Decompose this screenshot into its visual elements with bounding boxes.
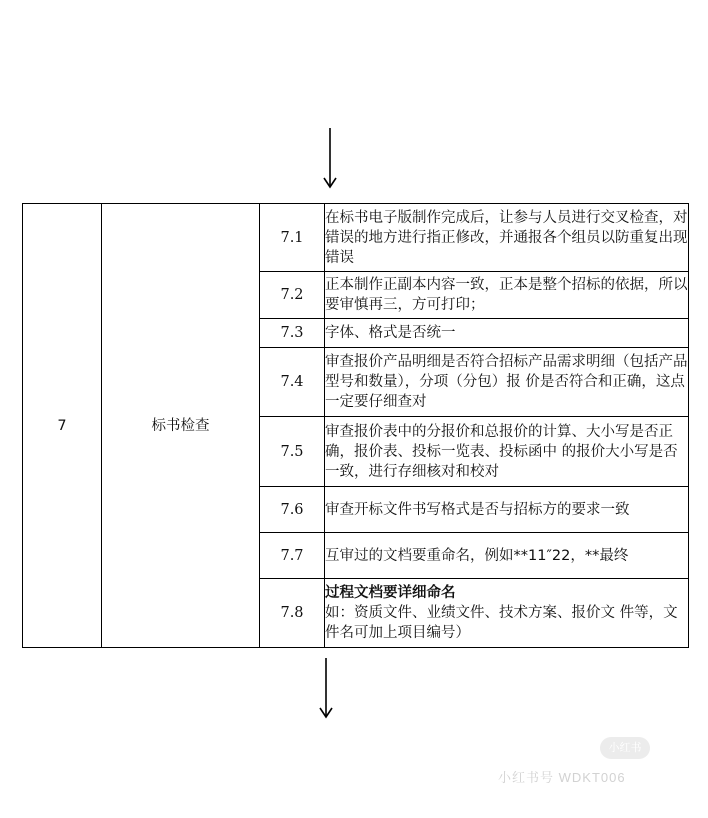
section-title: 标书检查 [102, 204, 260, 648]
item-number: 7.4 [260, 348, 325, 417]
check-table [22, 203, 689, 648]
item-number: 7.5 [260, 417, 325, 487]
item-text: 审查开标文件书写格式是否与招标方的要求一致 [325, 487, 689, 533]
item-text-block [325, 579, 689, 648]
item-text: 互审过的文档要重命名，例如**11″22，**最终 [325, 533, 689, 579]
watermark-logo: 小红书 [600, 737, 650, 759]
item-title: 过程文档要详细命名 [325, 585, 456, 601]
item-number: 7.7 [260, 533, 325, 579]
item-text: 如：资质文件、业绩文件、技术方案、报价文 件等，文件名可加上项目编号） [325, 605, 678, 641]
arrow-down-icon [318, 658, 334, 720]
item-number: 7.2 [260, 272, 325, 319]
item-text: 在标书电子版制作完成后，让参与人员进行交叉检查，对错误的地方进行指正修改，并通报各个组员以防重复出现错误 [325, 204, 689, 272]
item-text: 正本制作正副本内容一致，正本是整个招标的依据，所以要审慎再三，方可打印； [325, 272, 689, 319]
item-text: 审查报价表中的分报价和总报价的计算、大小写是否正确，报价表、投标一览表、投标函中 的报价大小写是否一致，进行存细核对和校对 [325, 417, 689, 487]
item-text: 审查报价产品明细是否符合招标产品需求明细（包括产品型号和数量），分项（分包）报 价是否符合和正确，这点一定要仔细查对 [325, 348, 689, 417]
item-text: 字体、格式是否统一 [325, 319, 689, 348]
item-number: 7.8 [260, 579, 325, 648]
item-number: 7.1 [260, 204, 325, 272]
item-number: 7.6 [260, 487, 325, 533]
item-number: 7.3 [260, 319, 325, 348]
table-row [23, 204, 689, 272]
watermark-text: 小红书号 WDKT006 [498, 770, 626, 785]
arrow-down-icon [322, 128, 338, 190]
section-number: 7 [23, 204, 102, 648]
